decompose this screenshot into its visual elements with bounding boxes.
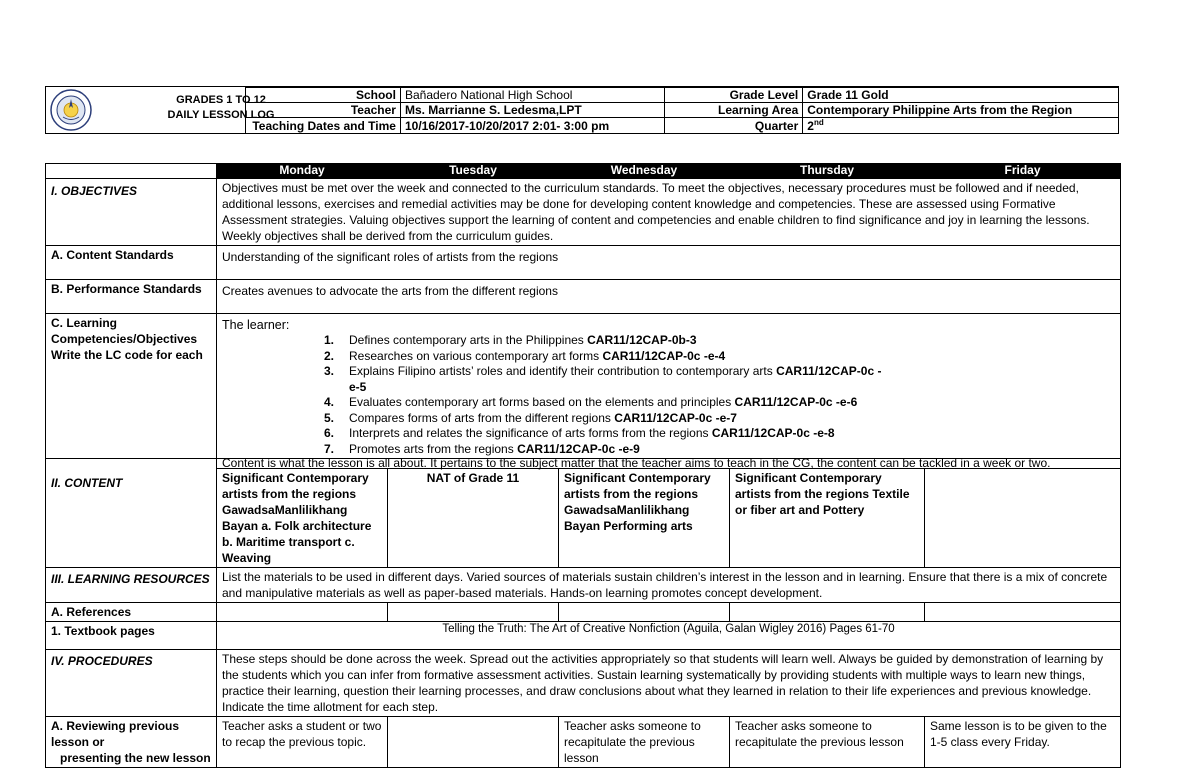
school-value: Bañadero National High School [400, 88, 664, 103]
content-standards-value: Understanding of the significant roles of artists from the regions [217, 246, 1121, 280]
lc-intro: The learner: [222, 318, 290, 332]
lc-text: Evaluates contemporary art forms based on the elements and principles [349, 395, 735, 409]
content-wednesday: Significant Contemporary artists from the regions GawadsaManlilikhang Bayan Performing arts [559, 469, 730, 568]
grade-level-label: Grade Level [664, 88, 803, 103]
day-tuesday: Tuesday [388, 164, 559, 179]
lc-number: 7. [324, 441, 335, 456]
reviewing-previous-lesson-label [46, 717, 217, 768]
performance-standards-label: B. Performance Standards [46, 280, 217, 314]
lc-text: Interprets and relates the significance of arts forms from the regions [349, 426, 712, 440]
title-line-1: GRADES 1 TO 12 [176, 94, 266, 106]
content-label: II. CONTENT [46, 459, 217, 568]
textbook-pages-label: 1. Textbook pages [46, 622, 217, 650]
lc-number: 2. [324, 348, 335, 363]
teaching-dates-label: Teaching Dates and Time [246, 118, 401, 134]
lc-code: CAR11/12CAP-0c -e-4 [602, 348, 726, 363]
review-label-line-1: A. Reviewing previous lesson or [51, 719, 180, 749]
references-friday [925, 603, 1121, 622]
day-friday: Friday [925, 164, 1121, 179]
quarter-value [803, 118, 1119, 134]
lc-item [324, 410, 892, 427]
content-standards-label: A. Content Standards [46, 246, 217, 280]
quarter-label: Quarter [664, 118, 803, 134]
references-tuesday [388, 603, 559, 622]
quarter-number: 2 [807, 119, 814, 133]
lc-code: CAR11/12CAP-0c -e-8 [711, 426, 835, 440]
review-tuesday [388, 717, 559, 768]
teaching-dates-value: 10/16/2017-10/20/2017 2:01- 3:00 pm [400, 118, 664, 134]
references-wednesday [559, 603, 730, 622]
day-monday: Monday [217, 164, 388, 179]
school-label: School [246, 88, 401, 103]
references-monday [217, 603, 388, 622]
content-monday: Significant Contemporary artists from the regions GawadsaManlilikhang Bayan a. Folk architecture b. Maritime transport c. Weaving [217, 469, 388, 568]
lc-label-line-1: C. Learning Competencies/Objectives [51, 316, 198, 346]
lc-number: 3. [324, 364, 335, 378]
learning-resources-note: List the materials to be used in different days. Varied sources of materials sustain children’s interest in the lesson and in learning. Ensure that there is a mix of concrete and manipulative materials as well as paper-based materials. Hands-on learning promotes concept development. [217, 568, 1121, 603]
textbook-pages-value: Telling the Truth: The Art of Creative Nonfiction (Aguila, Galan Wigley 2016) Pages 61-70 [217, 622, 1121, 650]
day-header-blank [46, 164, 217, 179]
content-friday [925, 469, 1121, 568]
objectives-note: Objectives must be met over the week and connected to the curriculum standards. To meet the objectives, necessary procedures must be followed and if needed, additional lessons, exercises and remedial activities may be done for developing content knowledge and competencies. These are assessed using Formative Assessment strategies. Valuing objectives support the learning of content and competencies and enable children to find significance and joy in learning the lessons. Weekly objectives shall be derived from the curriculum guides. [217, 179, 1121, 246]
performance-standards-value: Creates avenues to advocate the arts from the different regions [217, 280, 1121, 314]
procedures-note: These steps should be done across the week. Spread out the activities appropriately so that students will learn well. Always be guided by demonstration of learning by the students which you can infer from formative assessment activities. Sustain learning systematically by providing students with multiple ways to learn new things, practice their learning, question their learning processes, and draw conclusions about what they learned in relation to their life experiences and previous knowledge. Indicate the time allotment for each step. [217, 650, 1121, 717]
lc-text: Defines contemporary arts in the Philippines [349, 333, 588, 347]
references-label: A. References [46, 603, 217, 622]
lc-text: Promotes arts from the regions [349, 441, 518, 456]
lc-text: Researches on various contemporary art forms [349, 348, 603, 363]
lc-item [324, 348, 892, 365]
day-header-row [46, 164, 1121, 179]
lc-text: Compares forms of arts from the different regions [349, 410, 615, 425]
lc-list [324, 333, 1115, 457]
lesson-log-table [45, 163, 1120, 765]
content-tuesday: NAT of Grade 11 [388, 469, 559, 568]
lc-code: CAR11/12CAP-0c -e-7 [614, 410, 737, 425]
lc-code: CAR11/12CAP-0c -e-6 [734, 395, 858, 409]
review-wednesday: Teacher asks someone to recapitulate the previous lesson [559, 717, 730, 768]
lc-item [324, 441, 892, 458]
references-thursday [730, 603, 925, 622]
objectives-label: I. OBJECTIVES [46, 179, 217, 246]
review-thursday: Teacher asks someone to recapitulate the previous lesson [730, 717, 925, 768]
quarter-suffix: nd [813, 118, 824, 127]
lc-item [324, 333, 892, 349]
lc-item [324, 364, 892, 395]
deped-seal-icon [50, 89, 92, 131]
review-monday: Teacher asks a student or two to recap the previous topic. [217, 717, 388, 768]
learning-competencies-label [46, 314, 217, 459]
content-note: Content is what the lesson is all about. It pertains to the subject matter that the teacher aims to teach in the CG, the content can be tackled in a week or two. [217, 459, 1121, 469]
lc-code: CAR11/12CAP-0c -e-9 [517, 441, 640, 456]
day-thursday: Thursday [730, 164, 925, 179]
header-block [45, 86, 1119, 134]
day-wednesday: Wednesday [559, 164, 730, 179]
lc-number: 6. [324, 426, 335, 440]
header-info-grid [245, 87, 1119, 133]
lc-code: CAR11/12CAP-0c -e-5 [349, 364, 882, 394]
lc-item [324, 395, 892, 411]
lc-number: 4. [324, 395, 335, 409]
review-friday: Same lesson is to be given to the 1-5 class every Friday. [925, 717, 1121, 768]
lc-number: 5. [324, 410, 335, 425]
learning-area-value: Contemporary Philippine Arts from the Region [803, 103, 1119, 118]
grade-level-value: Grade 11 Gold [803, 88, 1119, 103]
learning-area-label: Learning Area [664, 103, 803, 118]
teacher-label: Teacher [246, 103, 401, 118]
lc-label-line-2: Write the LC code for each [51, 348, 203, 362]
teacher-value: Ms. Marrianne S. Ledesma,LPT [400, 103, 664, 118]
lc-text: Explains Filipino artists’ roles and identify their contribution to contemporary arts [349, 364, 777, 378]
learning-competencies-value [217, 314, 1121, 459]
title-line-2: DAILY LESSON LOG [167, 109, 275, 121]
review-label-line-2: presenting the new lesson [60, 751, 211, 765]
content-thursday: Significant Contemporary artists from the regions Textile or fiber art and Pottery [730, 469, 925, 568]
learning-resources-label: III. LEARNING RESOURCES [46, 568, 217, 603]
lc-number: 1. [324, 333, 335, 347]
procedures-label: IV. PROCEDURES [46, 650, 217, 717]
lc-code: CAR11/12CAP-0b-3 [587, 333, 697, 347]
lc-item [324, 426, 892, 442]
